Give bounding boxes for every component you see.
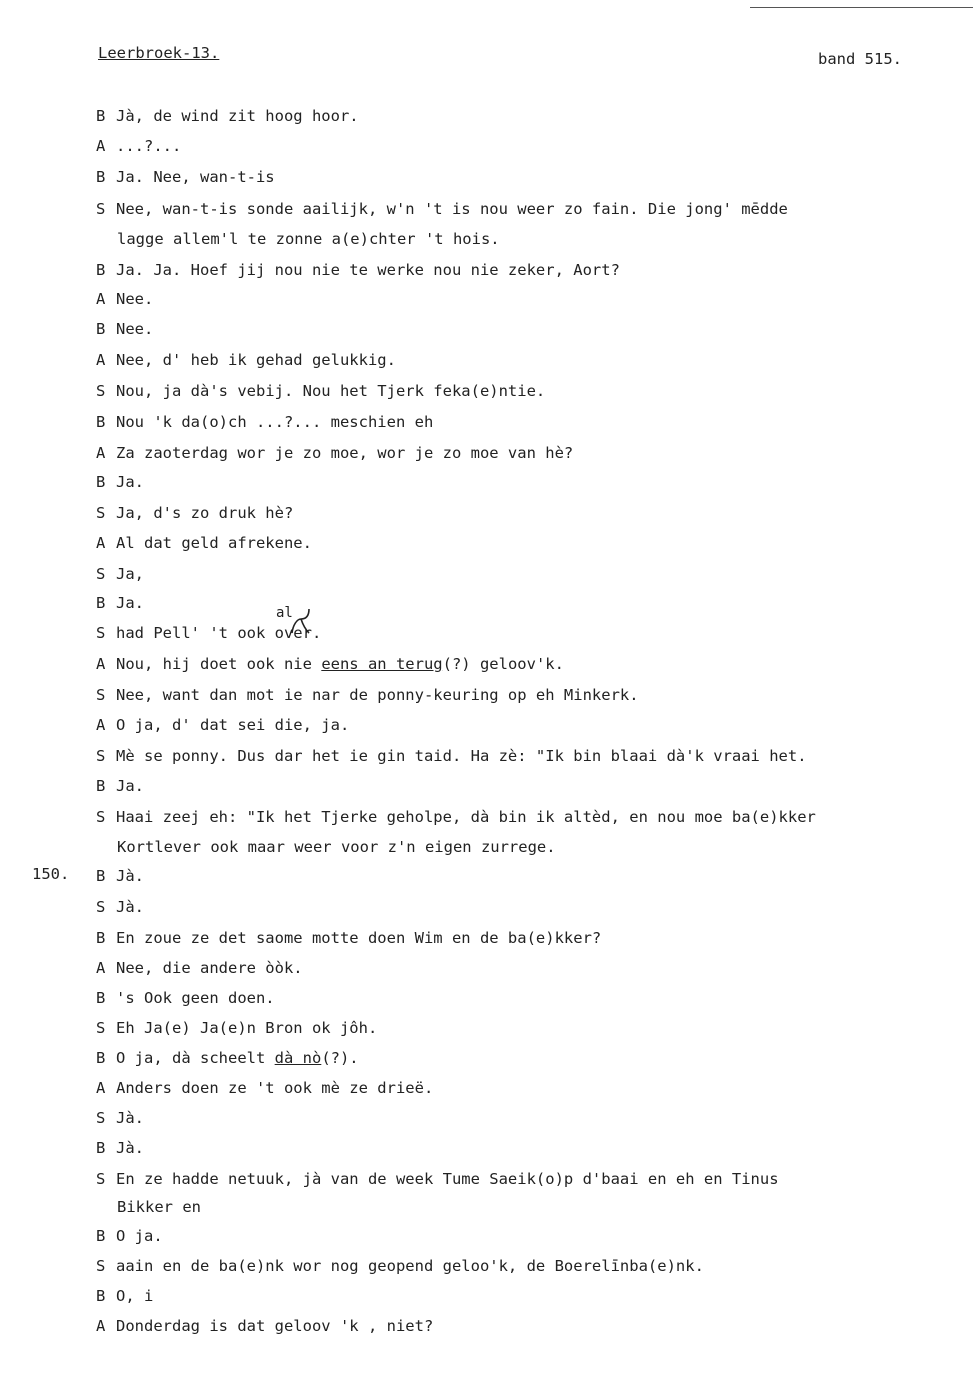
utterance: Za zaoterdag wor je zo moe, wor je zo moe van hè? bbox=[116, 444, 574, 462]
dialogue-line bbox=[96, 807, 816, 827]
speaker: S bbox=[96, 200, 106, 218]
speaker: A bbox=[96, 655, 106, 673]
utterance: O ja. bbox=[116, 1227, 163, 1245]
utterance: En ze hadde netuuk, jà van de week Tume Saeik(o)p d'baai en eh en Tinus bbox=[116, 1170, 779, 1188]
speaker: A bbox=[96, 290, 106, 308]
dialogue-line bbox=[96, 319, 153, 339]
utterance: Al dat geld afrekene. bbox=[116, 534, 312, 552]
dialogue-continuation bbox=[117, 1197, 201, 1217]
utterance: Nou, ja dà's vebij. Nou het Tjerk feka(e)ntie. bbox=[116, 382, 546, 400]
speaker: S bbox=[96, 686, 106, 704]
dialogue-line bbox=[96, 1018, 377, 1038]
speaker: B bbox=[96, 473, 106, 491]
utterance: Eh Ja(e) Ja(e)n Bron ok jôh. bbox=[116, 1019, 378, 1037]
utterance: Ja. bbox=[116, 594, 144, 612]
utterance: Jà. bbox=[116, 898, 144, 916]
utterance: Anders doen ze 't ook mè ze drieë. bbox=[116, 1079, 434, 1097]
dialogue-line bbox=[96, 685, 639, 705]
utterance: Nee. bbox=[116, 320, 154, 338]
dialogue-line bbox=[96, 776, 144, 796]
dialogue-line bbox=[96, 897, 144, 917]
speaker: B bbox=[96, 1139, 106, 1157]
utterance: O ja, dà scheelt bbox=[116, 1049, 275, 1067]
speaker: B bbox=[96, 867, 106, 885]
utterance: Ja. bbox=[116, 777, 144, 795]
dialogue-line bbox=[96, 106, 359, 126]
speaker: S bbox=[96, 1019, 106, 1037]
speaker: B bbox=[96, 594, 106, 612]
dialogue-line bbox=[96, 381, 545, 401]
utterance: Jà. bbox=[116, 867, 144, 885]
dialogue-line bbox=[96, 715, 349, 735]
dialogue-line bbox=[96, 1226, 163, 1246]
speaker: S bbox=[96, 808, 106, 826]
speaker: B bbox=[96, 1287, 106, 1305]
utterance: Nee, want dan mot ie nar de ponny-keuring op eh Minkerk. bbox=[116, 686, 639, 704]
dialogue-line bbox=[96, 472, 144, 492]
utterance: had Pell' 't ook over. bbox=[116, 624, 322, 642]
speaker: B bbox=[96, 1049, 106, 1067]
dialogue-line bbox=[96, 928, 601, 948]
dialogue-line bbox=[96, 1078, 433, 1098]
dialogue-line bbox=[96, 136, 181, 156]
utterance: En zoue ze det saome motte doen Wim en de ba(e)kker? bbox=[116, 929, 602, 947]
speaker: B bbox=[96, 989, 106, 1007]
speaker: S bbox=[96, 565, 106, 583]
line-number: 150. bbox=[32, 865, 70, 883]
utterance: Donderdag is dat geloov 'k , niet? bbox=[116, 1317, 434, 1335]
dialogue-line bbox=[96, 746, 807, 766]
underlined-phrase: eens an terug bbox=[321, 655, 443, 673]
speaker: A bbox=[96, 1079, 106, 1097]
utterance: lagge allem'l te zonne a(e)chter 't hois. bbox=[117, 230, 500, 248]
dialogue-line bbox=[96, 958, 303, 978]
utterance: (?) geloov'k. bbox=[442, 655, 564, 673]
speaker: S bbox=[96, 747, 106, 765]
dialogue-line bbox=[96, 1108, 144, 1128]
speaker: B bbox=[96, 168, 106, 186]
dialogue-line bbox=[96, 1316, 433, 1336]
utterance: Ja, d's zo druk hè? bbox=[116, 504, 294, 522]
utterance: Bikker en bbox=[117, 1198, 201, 1216]
speaker: B bbox=[96, 107, 106, 125]
dialogue-line bbox=[96, 593, 144, 613]
dialogue-line bbox=[96, 866, 144, 886]
dialogue-line bbox=[96, 533, 312, 553]
dialogue-continuation bbox=[117, 229, 500, 249]
speaker: S bbox=[96, 504, 106, 522]
utterance: Ja. Ja. Hoef jij nou nie te werke nou nie zeker, Aort? bbox=[116, 261, 620, 279]
utterance: Mè se ponny. Dus dar het ie gin taid. Ha zè: "Ik bin blaai dà'k vraai het. bbox=[116, 747, 807, 765]
speaker: A bbox=[96, 444, 106, 462]
dialogue-line bbox=[96, 1256, 704, 1276]
speaker: B bbox=[96, 261, 106, 279]
speaker: A bbox=[96, 959, 106, 977]
speaker: A bbox=[96, 716, 106, 734]
speaker: S bbox=[96, 624, 106, 642]
utterance: Nee, wan-t-is sonde aailijk, w'n 't is nou weer zo fain. Die jong' mēdde bbox=[116, 200, 788, 218]
utterance: Ja. Nee, wan-t-is bbox=[116, 168, 275, 186]
dialogue-line bbox=[96, 167, 275, 187]
utterance: Kortlever ook maar weer voor z'n eigen zurrege. bbox=[117, 838, 556, 856]
speaker: B bbox=[96, 1227, 106, 1245]
utterance: Nee, die andere òòk. bbox=[116, 959, 303, 977]
dialogue-line bbox=[96, 412, 433, 432]
dialogue-line bbox=[96, 350, 396, 370]
dialogue-line bbox=[96, 1138, 144, 1158]
speaker: S bbox=[96, 1109, 106, 1127]
speaker: S bbox=[96, 898, 106, 916]
utterance: Ja, bbox=[116, 565, 144, 583]
utterance: 's Ook geen doen. bbox=[116, 989, 275, 1007]
dialogue-line bbox=[96, 1048, 359, 1068]
utterance: Nee. bbox=[116, 290, 154, 308]
speaker: S bbox=[96, 382, 106, 400]
dialogue-line bbox=[96, 443, 573, 463]
speaker: B bbox=[96, 929, 106, 947]
dialogue-line bbox=[96, 260, 620, 280]
speaker: B bbox=[96, 413, 106, 431]
handwritten-insertion: al bbox=[276, 605, 293, 621]
utterance: ...?... bbox=[116, 137, 182, 155]
utterance: Ja. bbox=[116, 473, 144, 491]
speaker: B bbox=[96, 777, 106, 795]
speaker: A bbox=[96, 1317, 106, 1335]
utterance: Jà, de wind zit hoog hoor. bbox=[116, 107, 359, 125]
dialogue-continuation bbox=[117, 837, 556, 857]
dialogue-line bbox=[96, 623, 321, 643]
underlined-phrase: dà nò bbox=[274, 1049, 322, 1067]
speaker: B bbox=[96, 320, 106, 338]
dialogue-line bbox=[96, 199, 788, 219]
utterance: Nou 'k da(o)ch ...?... meschien eh bbox=[116, 413, 434, 431]
speaker: S bbox=[96, 1257, 106, 1275]
dialogue-line bbox=[96, 564, 144, 584]
speaker: A bbox=[96, 351, 106, 369]
dialogue-line bbox=[96, 988, 275, 1008]
document-title: Leerbroek-13. bbox=[98, 44, 220, 62]
utterance: O ja, d' dat sei die, ja. bbox=[116, 716, 350, 734]
utterance: Jà. bbox=[116, 1109, 144, 1127]
band-label: band 515. bbox=[818, 50, 902, 68]
speaker: S bbox=[96, 1170, 106, 1188]
dialogue-line bbox=[96, 1169, 779, 1189]
dialogue-line bbox=[96, 1286, 153, 1306]
utterance: O, i bbox=[116, 1287, 154, 1305]
dialogue-line bbox=[96, 503, 293, 523]
speaker: A bbox=[96, 534, 106, 552]
speaker: A bbox=[96, 137, 106, 155]
utterance: Haai zeej eh: "Ik het Tjerke geholpe, dà bin ik altèd, en nou moe ba(e)kker bbox=[116, 808, 816, 826]
utterance: Nee, d' heb ik gehad gelukkig. bbox=[116, 351, 396, 369]
utterance: aain en de ba(e)nk wor nog geopend geloo'k, de Boerelīnba(e)nk. bbox=[116, 1257, 704, 1275]
utterance: Jà. bbox=[116, 1139, 144, 1157]
utterance: (?). bbox=[321, 1049, 359, 1067]
dialogue-line bbox=[96, 289, 153, 309]
utterance: Nou, hij doet ook nie bbox=[116, 655, 322, 673]
dialogue-line bbox=[96, 654, 564, 674]
